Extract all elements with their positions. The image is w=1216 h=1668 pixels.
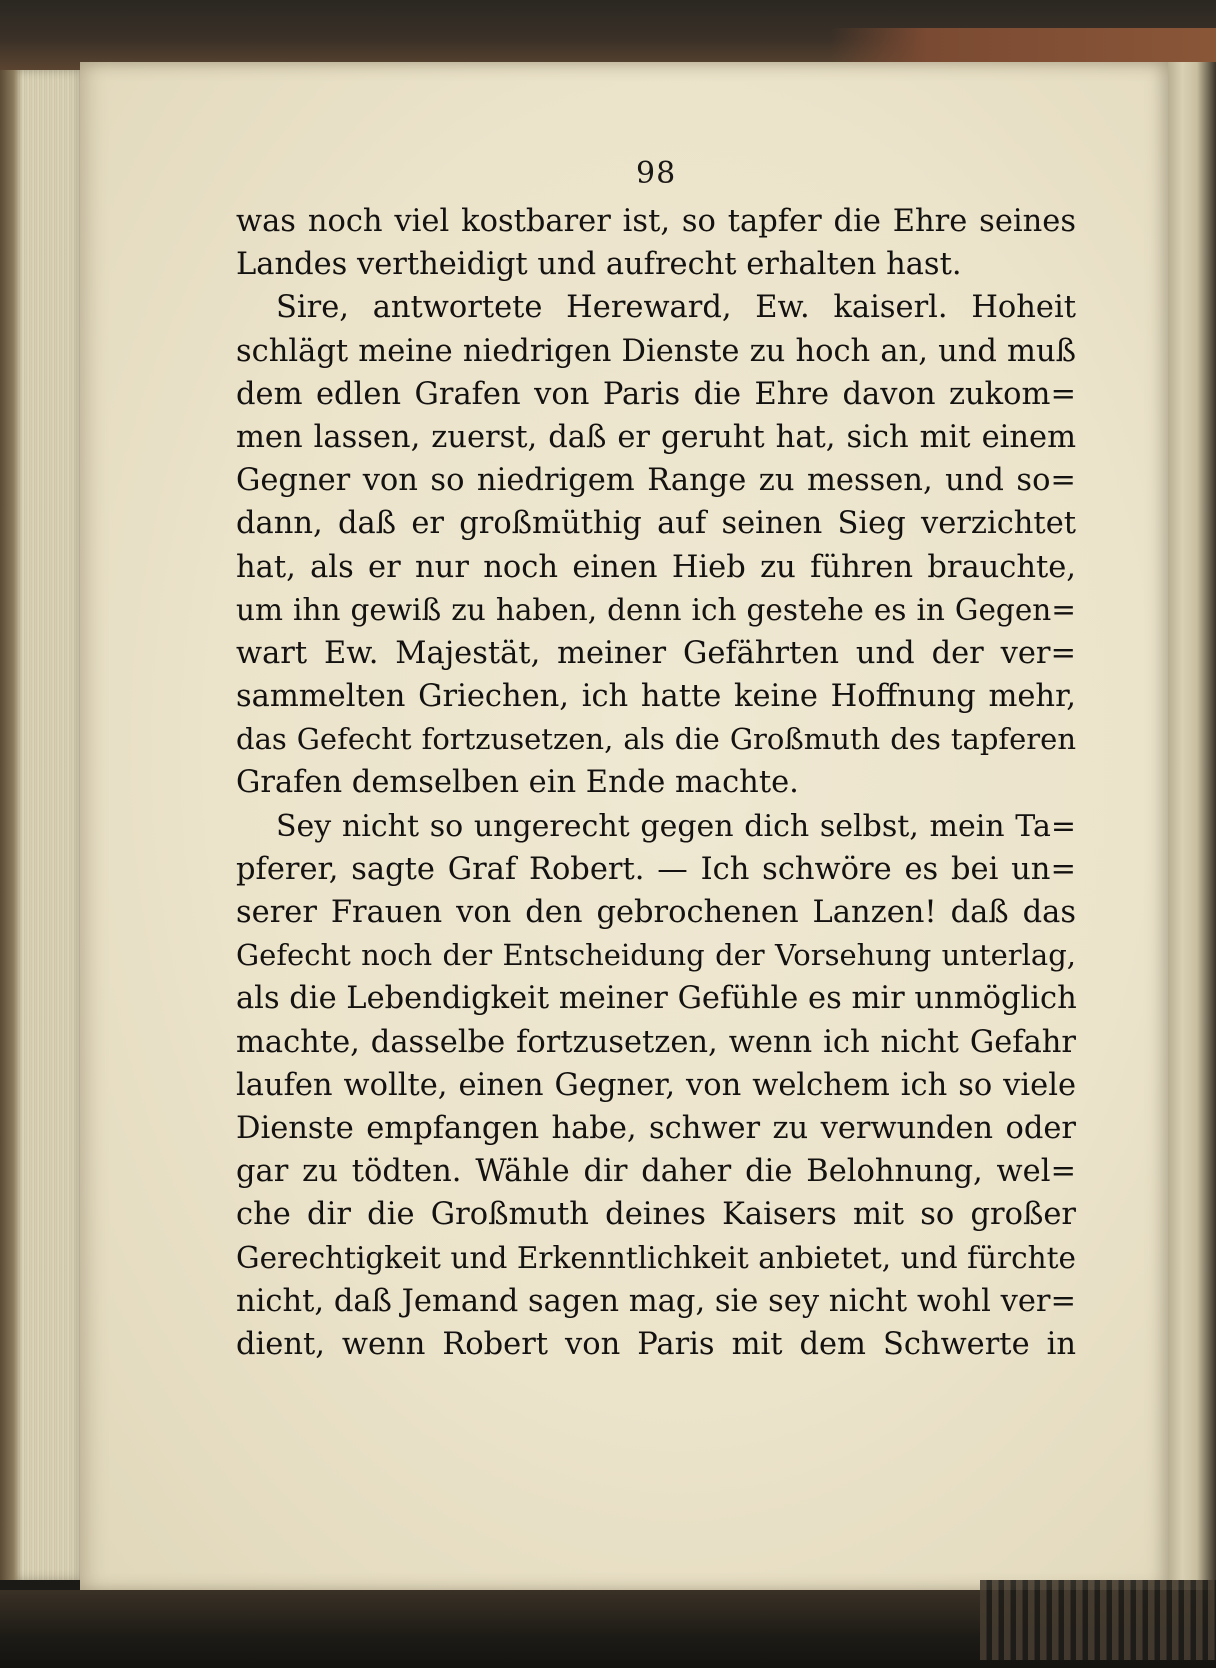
text-line: Gefecht noch der Entscheidung der Vorsehung unterlag, xyxy=(236,938,1076,973)
text-line: nicht, daß Jemand sagen mag, sie sey nicht wohl ver= xyxy=(236,1283,1076,1319)
text-line: Gerechtigkeit und Erkenntlichkeit anbietet, und fürchte xyxy=(236,1240,1076,1275)
text-line: Sire, antwortete Hereward, Ew. kaiserl. Hoheit xyxy=(276,290,1076,326)
text-line: das Gefecht fortzusetzen, als die Großmuth des tapferen xyxy=(236,722,1076,757)
text-line: che dir die Großmuth deines Kaisers mit so großer xyxy=(236,1197,1076,1233)
text-line: Landes vertheidigt und aufrecht erhalten hast. xyxy=(236,247,962,283)
text-line: Dienste empfangen habe, schwer zu verwunden oder xyxy=(236,1110,1076,1146)
left-binding-shadow xyxy=(0,70,22,1580)
book-cover-bottom-texture xyxy=(980,1580,1216,1660)
text-line: Sey nicht so ungerecht gegen dich selbst, mein Ta= xyxy=(276,808,1076,844)
body-text xyxy=(236,200,1076,1366)
text-line: schlägt meine niedrigen Dienste zu hoch an, und muß xyxy=(236,333,1076,369)
text-line: dient, wenn Robert von Paris mit dem Schwerte in xyxy=(236,1326,1076,1362)
text-line: pferer, sagte Graf Robert. — Ich schwöre es bei un= xyxy=(236,851,1076,887)
text-line: serer Frauen von den gebrochenen Lanzen! daß das xyxy=(236,895,1076,930)
text-line: dem edlen Grafen von Paris die Ehre davon zukom= xyxy=(236,376,1076,412)
text-line: Gegner von so niedrigem Range zu messen, und so= xyxy=(236,463,1076,499)
text-line: men lassen, zuerst, daß er geruht hat, sich mit einem xyxy=(236,419,1076,455)
right-page-edge xyxy=(1168,62,1216,1602)
text-line: laufen wollte, einen Gegner, von welchem ich so viele xyxy=(236,1067,1076,1103)
text-line: machte, dasselbe fortzusetzen, wenn ich nicht Gefahr xyxy=(236,1024,1076,1060)
text-line: hat, als er nur noch einen Hieb zu führen brauchte, xyxy=(236,549,1076,585)
text-line: gar zu tödten. Wähle dir daher die Belohnung, wel= xyxy=(236,1154,1076,1190)
text-line: dann, daß er großmüthig auf seinen Sieg verzichtet xyxy=(236,506,1076,542)
text-line: um ihn gewiß zu haben, denn ich gestehe es in Gegen= xyxy=(236,592,1076,627)
text-line: wart Ew. Majestät, meiner Gefährten und der ver= xyxy=(236,635,1076,671)
text-line: als die Lebendigkeit meiner Gefühle es mir unmöglich xyxy=(236,981,1077,1017)
text-line: Grafen demselben ein Ende machte. xyxy=(236,765,799,801)
text-line: sammelten Griechen, ich hatte keine Hoffnung mehr, xyxy=(236,679,1076,715)
page-number: 98 xyxy=(636,156,677,191)
text-line: was noch viel kostbarer ist, so tapfer die Ehre seines xyxy=(236,204,1076,239)
